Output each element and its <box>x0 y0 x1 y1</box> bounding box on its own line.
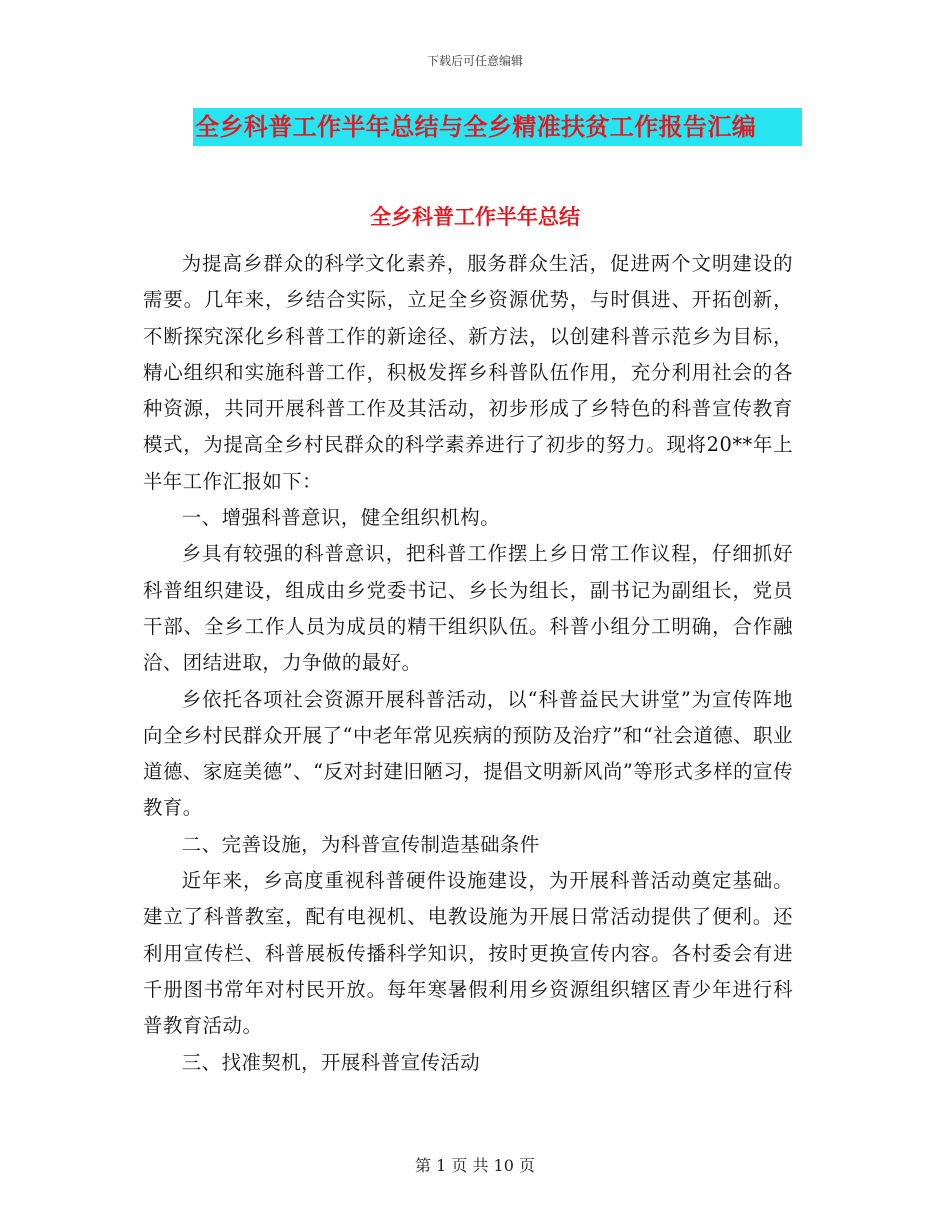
document-body <box>143 246 793 1081</box>
paragraph-facilities: 近年来，乡高度重视科普硬件设施建设，为开展科普活动奠定基础。建立了科普教室，配有电视机、电教设施为开展日常活动提供了便利。还利用宣传栏、科普展板传播科学知识，按时更换宣传内容。各村委会有进千册图书常年对村民开放。每年寒暑假利用乡资源组织辖区青少年进行科普教育活动。 <box>143 869 793 1038</box>
header-note: 下载后可任意编辑 <box>426 54 523 68</box>
page-footer: 第 1 页 共 10 页 <box>415 1156 535 1175</box>
paragraph-activities: 乡依托各项社会资源开展科普活动，以“科普益民大讲堂”为宣传阵地向全乡村民群众开展了“中老年常见疾病的预防及治疗”和“社会道德、职业道德、家庭美德”、“反对封建旧陋习，提倡文明新风尚”等形式多样的宣传教育。 <box>143 687 793 820</box>
paragraph-organization: 乡具有较强的科普意识，把科普工作摆上乡日常工作议程，仔细抓好科普组织建设，组成由乡党委书记、乡长为组长，副书记为副组长，党员干部、全乡工作人员为成员的精干组织队伍。科普小组分工明确，合作融洽、团结进取，力争做的最好。 <box>143 542 793 675</box>
paragraph-intro: 为提高乡群众的科学文化素养，服务群众生活，促进两个文明建设的需要。几年来，乡结合实际，立足全乡资源优势，与时俱进、开拓创新，不断探究深化乡科普工作的新途径、新方法，以创建科普示范乡为目标，精心组织和实施科普工作，积极发挥乡科普队伍作用，充分利用社会的各种资源，共同开展科普工作及其活动，初步形成了乡特色的科普宣传教育模式，为提高全乡村民群众的科学素养进行了初步的努力。现将20**年上半年工作汇报如下： <box>143 252 793 493</box>
heading-two: 二、完善设施，为科普宣传制造基础条件 <box>181 832 540 856</box>
heading-three: 三、找准契机，开展科普宣传活动 <box>181 1050 481 1074</box>
document-title-highlight <box>193 108 802 146</box>
document-title: 全乡科普工作半年总结与全乡精准扶贫工作报告汇编 <box>195 113 757 141</box>
heading-one: 一、增强科普意识，健全组织机构。 <box>181 506 501 530</box>
section-title: 全乡科普工作半年总结 <box>370 205 580 229</box>
